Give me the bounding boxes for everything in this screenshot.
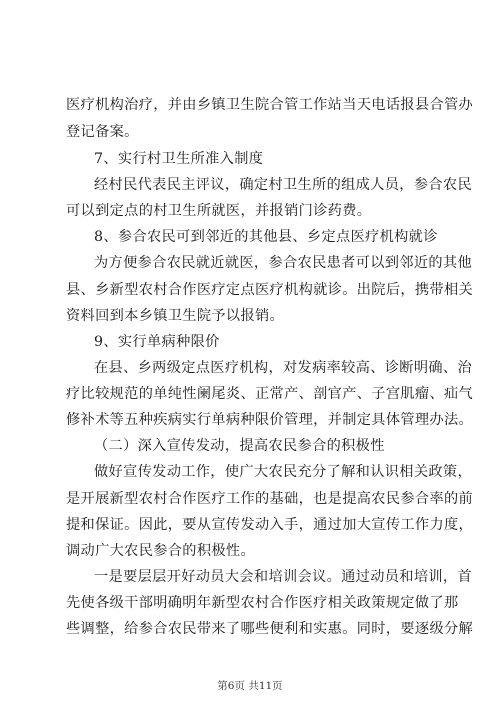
text-line: 资料回到本乡镇卫生院予以报销。 (66, 308, 285, 324)
section-heading: 8、参合农民可到邻近的其他县、乡定点医疗机构就诊 (94, 229, 438, 245)
text-line: 在县、乡两级定点医疗机构，对发病率较高、诊断明确、治 (94, 360, 472, 376)
section-heading: 7、实行村卫生所准入制度 (94, 151, 264, 167)
page-number-footer: 第6页 共11页 (217, 680, 283, 692)
text-line: 调动广大农民参合的积极性。 (66, 543, 255, 559)
text-line: 医疗机构治疗，并由乡镇卫生院合管工作站当天电话报县合管办 (66, 97, 474, 113)
section-heading: （二）深入宣传发动，提高农民参合的积极性 (94, 438, 385, 454)
section-heading: 9、实行单病种限价 (94, 334, 220, 350)
text-line: 疗比较规范的单纯性阑尾炎、正常产、剖官产、子宫肌瘤、疝气 (66, 386, 474, 402)
text-line: 是开展新型农村合作医疗工作的基础，也是提高农民参合率的前 (66, 491, 474, 507)
text-line: 先使各级干部明确明年新型农村合作医疗相关政策规定做了那 (66, 595, 459, 611)
text-line: 些调整，给参合农民带来了哪些便利和实惠。同时，要逐级分解 (66, 621, 474, 637)
text-line: 修补术等五种疾病实行单病种限价管理，并制定具体管理办法。 (66, 412, 474, 428)
text-line: 做好宣传发动工作，使广大农民充分了解和认识相关政策， (94, 464, 472, 480)
text-line: 一是要层层开好动员大会和培训会议。通过动员和培训，首 (94, 569, 472, 585)
text-line: 提和保证。因此，要从宣传发动入手，通过加大宣传工作力度， (66, 517, 474, 533)
text-line: 经村民代表民主评议，确定村卫生所的组成人员，参合农民 (94, 177, 472, 193)
text-line: 登记备案。 (66, 124, 139, 140)
text-line: 为方便参合农民就近就医，参合农民患者可以到邻近的其他 (94, 255, 472, 271)
text-line: 可以到定点的村卫生所就医，并报销门诊药费。 (66, 203, 372, 219)
text-line: 县、乡新型农村合作医疗定点医疗机构就诊。出院后，携带相关 (66, 282, 474, 298)
